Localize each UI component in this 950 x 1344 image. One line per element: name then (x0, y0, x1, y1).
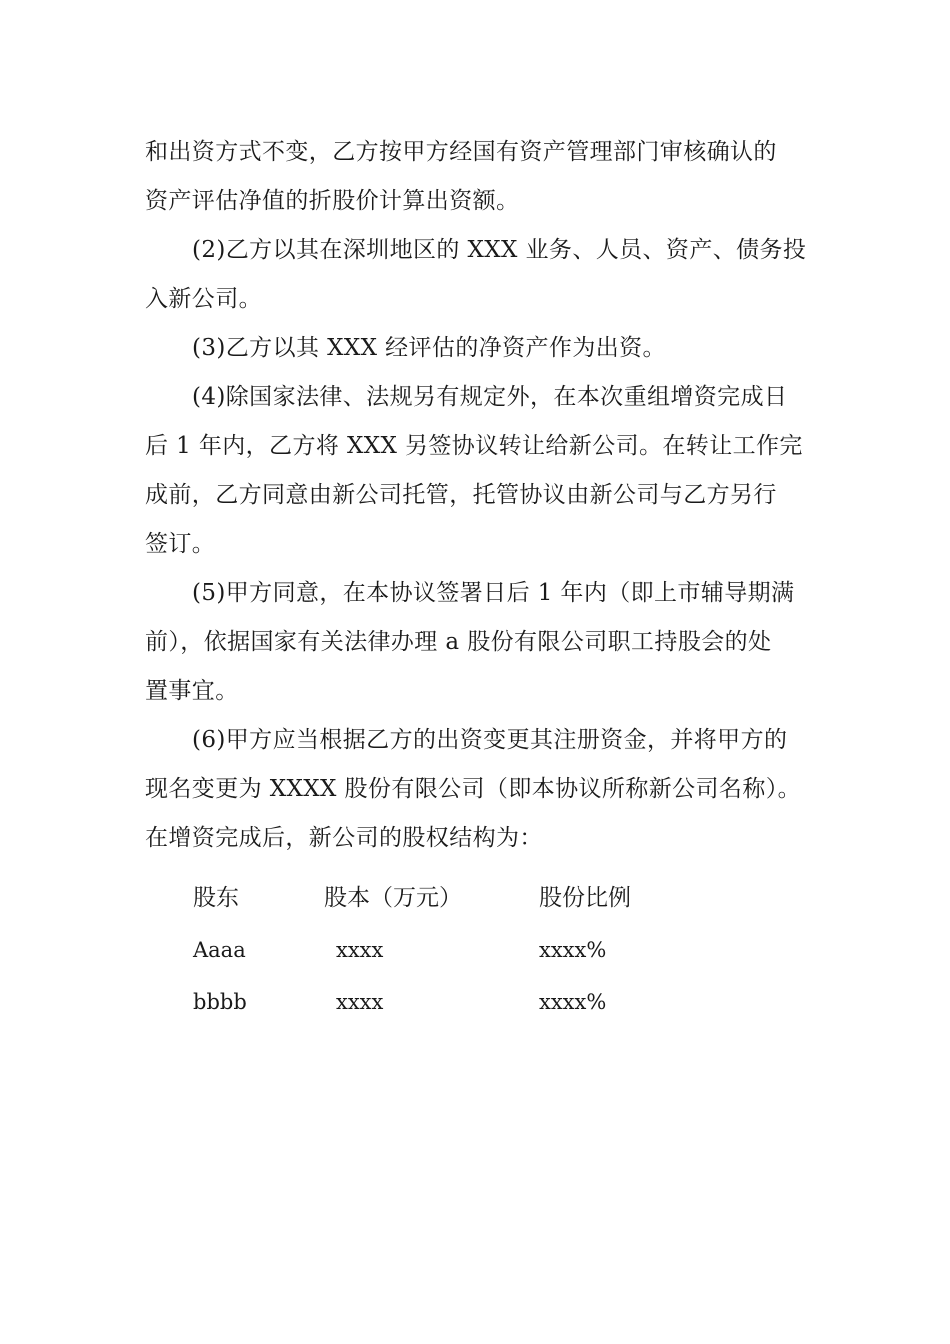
text-line: 成前，乙方同意由新公司托管，托管协议由新公司与乙方另行 (145, 482, 777, 508)
text-line: (4)除国家法律、法规另有规定外，在本次重组增资完成日 (192, 384, 788, 410)
text-line: 前），依据国家有关法律办理 a 股份有限公司职工持股会的处 (145, 629, 772, 655)
cell-capital: xxxx (336, 990, 384, 1014)
header-capital: 股本（万元） (324, 885, 462, 911)
header-shareholder: 股东 (193, 885, 239, 911)
text-line: 资产评估净值的折股价计算出资额。 (145, 188, 520, 214)
cell-shareholder: Aaaa (193, 938, 246, 962)
cell-capital: xxxx (336, 938, 384, 962)
text-line: (5)甲方同意，在本协议签署日后 1 年内（即上市辅导期满 (192, 580, 795, 606)
text-line: (6)甲方应当根据乙方的出资变更其注册资金，并将甲方的 (192, 727, 788, 753)
text-line: 置事宜。 (145, 678, 239, 704)
header-ratio: 股份比例 (539, 885, 631, 911)
shareholding-table (193, 872, 753, 1028)
cell-ratio: xxxx% (539, 938, 607, 962)
text-line: 后 1 年内，乙方将 XXX 另签协议转让给新公司。在转让工作完 (145, 433, 803, 459)
cell-shareholder: bbbb (193, 990, 247, 1014)
text-line: (2)乙方以其在深圳地区的 XXX 业务、人员、资产、债务投 (192, 237, 807, 263)
text-line: 入新公司。 (145, 286, 262, 312)
text-line: (3)乙方以其 XXX 经评估的净资产作为出资。 (192, 335, 666, 361)
text-line: 和出资方式不变，乙方按甲方经国有资产管理部门审核确认的 (145, 139, 777, 165)
cell-ratio: xxxx% (539, 990, 607, 1014)
document-body (145, 128, 809, 863)
table-row (193, 976, 753, 1028)
text-line: 在增资完成后，新公司的股权结构为： (145, 825, 543, 851)
text-line: 现名变更为 XXXX 股份有限公司（即本协议所称新公司名称）。 (145, 776, 802, 802)
table-header-row (193, 872, 753, 924)
text-line: 签订。 (145, 531, 216, 557)
table-row (193, 924, 753, 976)
